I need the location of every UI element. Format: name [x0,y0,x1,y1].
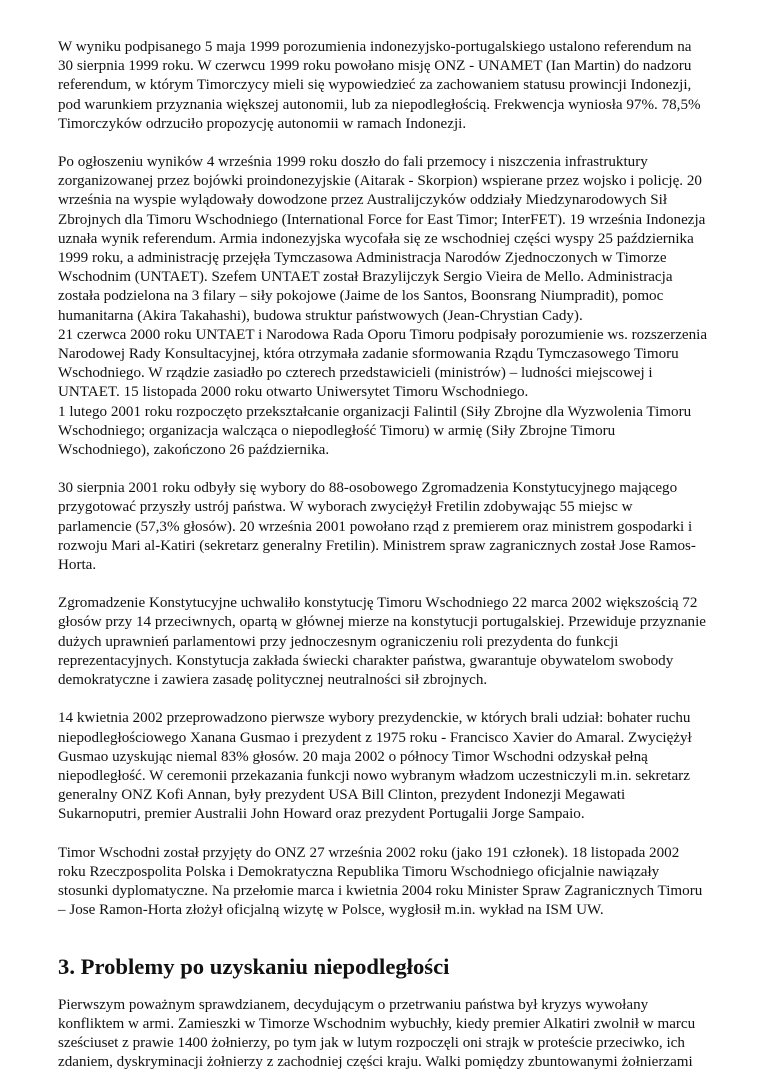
paragraph-falintil: 1 lutego 2001 roku rozpoczęto przekształcanie organizacji Falintil (Siły Zbrojne dla Wyzwolenia Timoru Wschodniego; organizacja walcząca o niepodległość Timoru) w armię (Siły Zbrojne Timoru Wschodniego), zakończono 26 października. [58,403,692,459]
paragraph-army-crisis: Pierwszym poważnym sprawdzianem, decydującym o przetrwaniu państwa był kryzys wywołany konfliktem w armi. Zamieszki w Timorze Wschodnim wybuchły, kiedy premier Alkatiri zwolnił w marcu sześciuset z prawie 1400 żołnierzy, po tym jak w lutym rozpoczęli oni strajk w proteście przeciwko, ich zdaniem, dyskryminacji żołnierzy z zachodniej części kraju. Walki pomiędzy zbuntowanymi żołnierzami [58,996,696,1071]
section-heading: 3. Problemy po uzyskaniu niepodległości [58,954,450,980]
paragraph-gap [58,134,710,153]
paragraph-constitution: Zgromadzenie Konstytucyjne uchwaliło konstytucję Timoru Wschodniego 22 marca 2002 większością 72 głosów przy 14 przeciwnych, opartą w głównej mierze na konstytucji portugalskiej. Przewiduje przyznanie dużych uprawnień parlamentowi przy jednoczesnym ograniczeniu roli prezydenta do funkcji reprezentacyjnych. Konstytucja zakłada świecki charakter państwa, gwarantuje obywatelom swobody demokratyczne i zawiera zasadę politycznej neutralności sił zbrojnych. [58,595,706,689]
paragraph-gap [58,977,710,996]
paragraph-elections-2001: 30 sierpnia 2001 roku odbyły się wybory do 88-osobowego Zgromadzenia Konstytucyjnego mającego przygotować przyszły ustrój państwa. W wyborach zwyciężył Fretilin zdobywając 55 miejsc w parlamencie (57,3% głosów). 20 września 2001 powołano rząd z premierem oraz ministrem gospodarki i rozwoju Mari al-Katiri (sekretarz generalny Fretilin). Ministrem spraw zagranicznych został Jose Ramos-Horta. [58,480,696,574]
paragraph-gap [58,825,710,844]
paragraph-violence-and-untaet: Po ogłoszeniu wyników 4 września 1999 roku doszło do fali przemocy i niszczenia infrastruktury zorganizowanej przez bojówki proindonezyjskie (Aitarak - Skorpion) wspierane przez wojsko i policję. 20 września na wyspie wylądowały dowodzone przez Australijczyków oddziały Miedzynarodowych Sił Zbrojnych dla Timoru Wschodniego (International Force for East Timor; InterFET). 19 września Indonezja uznała wynik referendum. Armia indonezyjska wycofała się ze wschodniej części wyspy 25 października 1999 roku, a administrację przejęła Tymczasowa Administracja Narodów Zjednoczonych w Timorze Wschodnim (UNTAET). Szefem UNTAET został Brazylijczyk Sergio Vieira de Mello. Administracja została podzielona na 3 filary – siły pokojowe (Jaime de los Santos, Boonsrang Niumpradit), pomoc humanitarna (Akira Takahashi), budowa struktur państwowych (Jean-Chrystian Cady). [58,154,706,324]
paragraph-transitional-government: 21 czerwca 2000 roku UNTAET i Narodowa Rada Oporu Timoru podpisały porozumienie ws. rozszerzenia Narodowej Rady Konsultacyjnej, która otrzymała zadanie sformowania Rządu Tymczasowego Timoru Wschodniego. W rządzie zasiadło po czterech przedstawicieli (ministrów) – ludności miejscowej i UNTAET. 15 listopada 2000 roku otwarto Uniwersytet Timoru Wschodniego. [58,326,708,401]
paragraph-un-membership: Timor Wschodni został przyjęty do ONZ 27 września 2002 roku (jako 191 członek). 18 listopada 2002 roku Rzeczpospolita Polska i Demokratyczna Republika Timoru Wschodniego oficjalnie nawiązały stosunki dyplomatyczne. Na przełomie marca i kwietnia 2004 roku Minister Spraw Zagranicznych Timoru – Jose Ramon-Horta złożył oficjalną wizytę w Polsce, wygłosił m.in. wykład na ISM UW. [58,844,703,919]
paragraph-gap [58,690,710,709]
paragraph-gap [58,920,710,939]
paragraph-gap [58,575,710,594]
paragraph-referendum: W wyniku podpisanego 5 maja 1999 porozumienia indonezyjsko-portugalskiego ustalono referendum na 30 sierpnia 1999 roku. W czerwcu 1999 roku powołano misję ONZ - UNAMET (Ian Martin) do nadzoru referendum, w którym Timorczycy mieli się wypowiedzieć za zachowaniem statusu prowincji Indonezji, pod warunkiem przyznania większej autonomii, lub za niepodległością. Frekwencja wyniosła 97%. 78,5% Timorczyków odrzuciło propozycję autonomii w ramach Indonezji. [58,39,701,132]
paragraph-presidential-elections: 14 kwietnia 2002 przeprowadzono pierwsze wybory prezydenckie, w których brali udział: bohater ruchu niepodległościowego Xanana Gusmao i prezydent z 1975 roku - Francisco Xavier do Amaral. Zwyciężył Gusmao uzyskując niemal 83% głosów. 20 maja 2002 o północy Timor Wschodni odzyskał pełną niepodległość. W ceremonii przekazania funkcji nowo wybranym władzom uczestniczyli m.in. sekretarz generalny ONZ Kofi Annan, były prezydent USA Bill Clinton, prezydent Indonezji Megawati Sukarnoputri, premier Australii John Howard oraz prezydent Portugalii Jorge Sampaio. [58,710,692,823]
paragraph-gap [58,460,710,479]
document-page [58,38,710,1072]
